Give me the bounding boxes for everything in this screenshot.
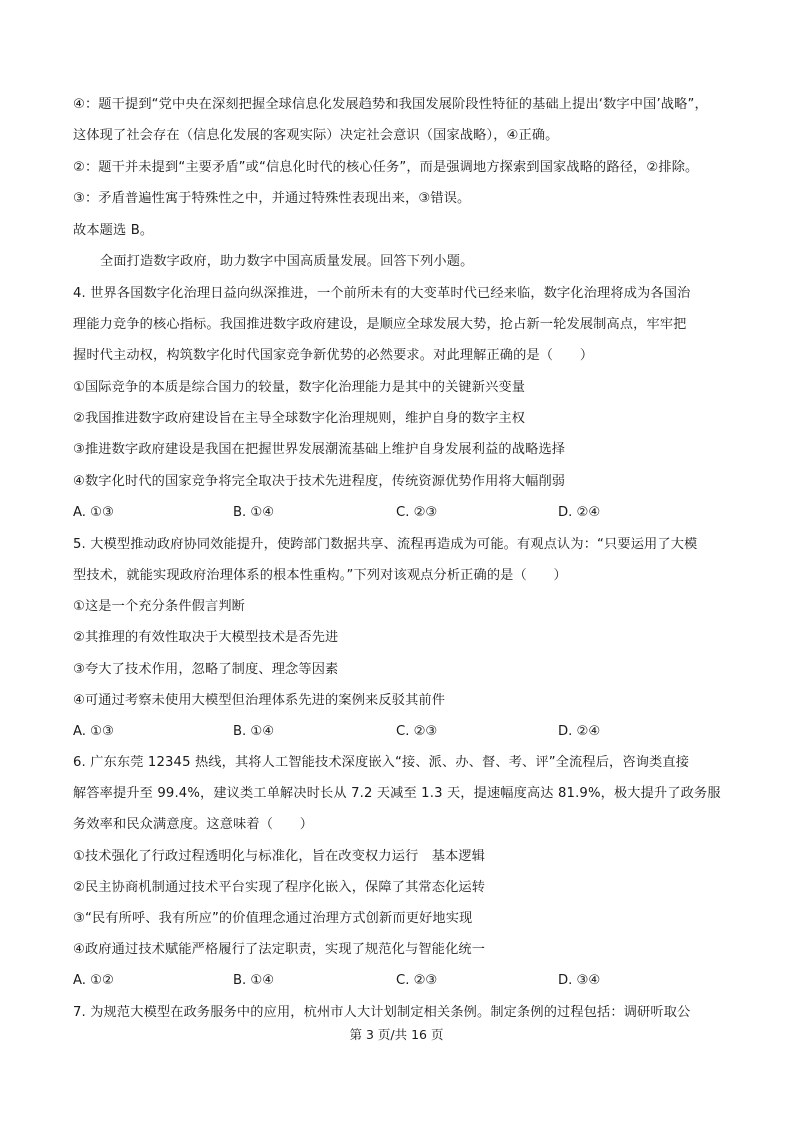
- explanation-line: 这体现了社会存在（信息化发展的客观实际）决定社会意识（国家战略），④正确。: [73, 128, 559, 143]
- question-4-statement: ①国际竞争的本质是综合国力的较量，数字化治理能力是其中的关键新兴变量: [73, 380, 526, 395]
- explanation-line: ②：题干并未提到“主要矛盾”或“信息化时代的核心任务”，而是强调地方探索到国家战略的路径，②排除。: [73, 160, 699, 175]
- question-4-statement: ②我国推进数字政府建设旨在主导全球数字化治理规则，维护自身的数字主权: [73, 411, 526, 426]
- question-5-option-b: B. ①④: [233, 724, 275, 739]
- question-7-stem: 7. 为规范大模型在政务服务中的应用，杭州市人大计划制定相关条例。制定条例的过程包括：调研听取公: [73, 1005, 691, 1020]
- page-number-footer: 第 3 页/共 16 页: [349, 1027, 444, 1042]
- question-6-option-d: D. ③④: [558, 973, 601, 988]
- question-4-stem: 理能力竞争的核心指标。我国推进数字政府建设，是顺应全球发展大势，抢占新一轮发展制高点，牢牢把: [73, 317, 687, 332]
- question-6-statement: ②民主协商机制通过技术平台实现了程序化嵌入，保障了其常态化运转: [73, 880, 486, 895]
- question-5-stem: 5. 大模型推动政府协同效能提升，使跨部门数据共享、流程再造成为可能。有观点认为：“只要运用了大模: [73, 537, 698, 552]
- question-5-stem: 型技术，就能实现政府治理体系的根本性重构。”下列对该观点分析正确的是（ ）: [73, 568, 567, 583]
- answer-line: 故本题选 B。: [73, 223, 154, 238]
- question-6-option-c: C. ②③: [396, 973, 438, 988]
- question-6-statement: ①技术强化了行政过程透明化与标准化，旨在改变权力运行 基本逻辑: [73, 849, 486, 864]
- question-5-option-d: D. ②④: [558, 724, 601, 739]
- question-6-statement: ③“民有所呼、我有所应”的价值理念通过治理方式创新而更好地实现: [73, 911, 473, 926]
- question-6-stem: 务效率和民众满意度。这意味着（ ）: [73, 817, 314, 832]
- question-4-stem: 4. 世界各国数字化治理日益向纵深推进，一个前所未有的大变革时代已经来临，数字化治理将成为各国治: [73, 286, 691, 301]
- question-5-statement: ②其推理的有效性取决于大模型技术是否先进: [73, 630, 339, 645]
- explanation-line: ④：题干提到“党中央在深刻把握全球信息化发展趋势和我国发展阶段性特征的基础上提出‘数字中国’战略”，: [73, 97, 708, 112]
- question-4-option-b: B. ①④: [233, 505, 275, 520]
- section-intro: 全面打造数字政府，助力数字中国高质量发展。回答下列小题。: [100, 254, 474, 269]
- question-5-statement: ①这是一个充分条件假言判断: [73, 599, 246, 614]
- question-4-option-c: C. ②③: [396, 505, 438, 520]
- question-5-option-a: A. ①③: [73, 724, 114, 739]
- question-5-statement: ④可通过考察未使用大模型但治理体系先进的案例来反驳其前件: [73, 693, 446, 708]
- question-6-stem: 解答率提升至 99.4%，建议类工单解决时长从 7.2 天减至 1.3 天，提速幅度高达 81.9%，极大提升了政务服: [73, 786, 721, 801]
- explanation-line: ③：矛盾普遍性寓于特殊性之中，并通过特殊性表现出来，③错误。: [73, 191, 471, 206]
- question-4-statement: ③推进数字政府建设是我国在把握世界发展潮流基础上维护自身发展利益的战略选择: [73, 442, 566, 457]
- question-6-option-a: A. ①②: [73, 973, 114, 988]
- question-4-statement: ④数字化时代的国家竞争将完全取决于技术先进程度，传统资源优势作用将大幅削弱: [73, 474, 566, 489]
- question-6-stem: 6. 广东东莞 12345 热线，其将人工智能技术深度嵌入“接、派、办、督、考、评”全流程后，咨询类直接: [73, 755, 690, 770]
- question-4-option-a: A. ①③: [73, 505, 114, 520]
- question-5-option-c: C. ②③: [396, 724, 438, 739]
- question-4-stem: 握时代主动权，构筑数字化时代国家竞争新优势的必然要求。对此理解正确的是（ ）: [73, 348, 594, 363]
- question-5-statement: ③夸大了技术作用，忽略了制度、理念等因素: [73, 662, 339, 677]
- question-6-statement: ④政府通过技术赋能严格履行了法定职责，实现了规范化与智能化统一: [73, 942, 486, 957]
- question-4-option-d: D. ②④: [558, 505, 601, 520]
- question-6-option-b: B. ①④: [233, 973, 275, 988]
